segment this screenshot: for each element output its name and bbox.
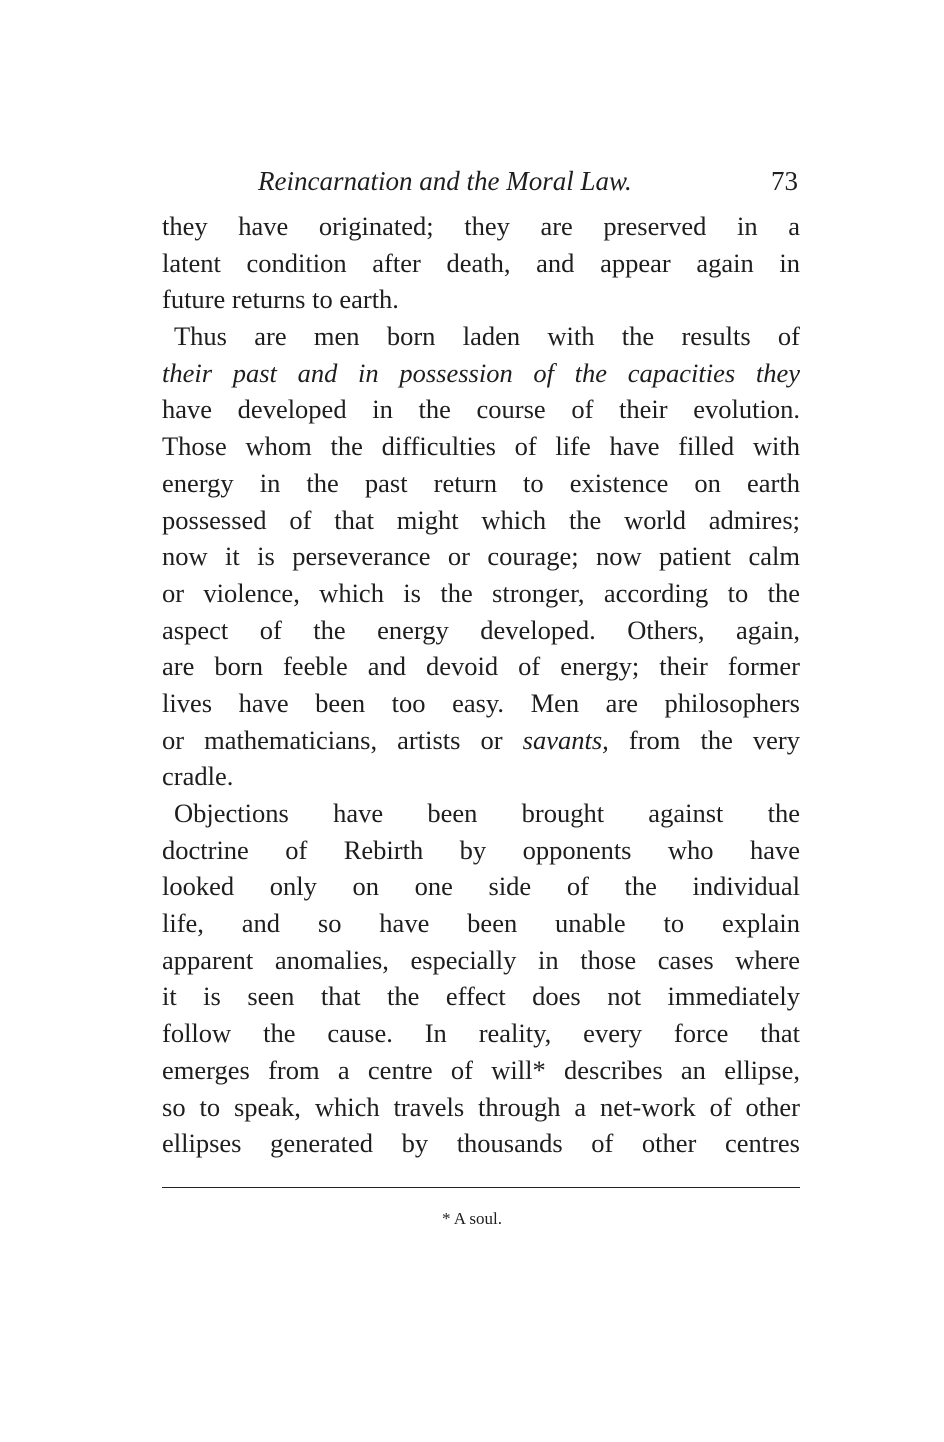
text-line: [162, 868, 800, 905]
text-span: it is seen that the effect does not immediately: [162, 981, 800, 1012]
footnote-divider: [162, 1187, 800, 1188]
text-span: or violence, which is the stronger, according to the: [162, 577, 800, 608]
text-span: energy in the past return to existence on earth: [162, 467, 800, 498]
running-header: [258, 166, 798, 202]
text-line: [162, 1015, 800, 1052]
text-span: emerges from a centre of will* describes an ellipse,: [162, 1054, 800, 1085]
text-span: looked only on one side of the individual: [162, 871, 800, 902]
text-span: cradle.: [162, 761, 234, 792]
text-span: apparent anomalies, especially in those cases where: [162, 944, 800, 975]
text-span: follow the cause. In reality, every force that: [162, 1018, 800, 1049]
text-span: latent condition after death, and appear again in: [162, 247, 800, 278]
text-line: [162, 1125, 800, 1162]
text-span: future returns to earth.: [162, 284, 399, 315]
text-line: [162, 795, 800, 832]
text-line: [162, 318, 800, 355]
text-line: [162, 502, 800, 539]
text-line: [162, 685, 800, 722]
footnote: * A soul.: [442, 1209, 502, 1228]
text-span: ellipses generated by thousands of other centres: [162, 1128, 800, 1159]
text-span: life, and so have been unable to explain: [162, 908, 800, 939]
text-line: [162, 538, 800, 575]
text-span: so to speak, which travels through a net-work of other: [162, 1091, 800, 1122]
text-line: [162, 428, 800, 465]
text-line: [162, 978, 800, 1015]
text-span: doctrine of Rebirth by opponents who have: [162, 834, 800, 865]
text-line: [162, 905, 800, 942]
text-span: now it is perseverance or courage; now patient calm: [162, 541, 800, 572]
text-line: [162, 612, 800, 649]
text-span: lives have been too easy. Men are philosophers: [162, 687, 800, 718]
text-line: [162, 575, 800, 612]
text-span: Objections have been brought against the: [174, 798, 800, 828]
text-line: [162, 832, 800, 869]
text-span: aspect of the energy developed. Others, again,: [162, 614, 800, 645]
text-line: [162, 1089, 800, 1126]
text-line: [162, 1052, 800, 1089]
italic-text: their past and in possession of the capacities they: [162, 357, 800, 388]
text-span: possessed of that might which the world admires;: [162, 504, 800, 535]
text-span: Those whom the difficulties of life have filled with: [162, 431, 800, 462]
text-line: [162, 208, 800, 245]
text-span: have developed in the course of their evolution.: [162, 394, 800, 425]
text-span: they have originated; they are preserved in a: [162, 211, 800, 241]
text-line: [162, 281, 800, 318]
italic-text: savants,: [522, 724, 609, 755]
body-text: [162, 208, 800, 1162]
text-line: [162, 391, 800, 428]
text-span: are born feeble and devoid of energy; their former: [162, 651, 800, 682]
text-span: from the very: [608, 724, 800, 755]
text-line: [162, 648, 800, 685]
text-line: [162, 245, 800, 282]
page-number: 73: [771, 166, 798, 196]
text-span: Thus are men born laden with the results of: [174, 321, 800, 352]
running-title: Reincarnation and the Moral Law.: [258, 166, 632, 196]
text-line: [162, 758, 800, 795]
text-line: [162, 465, 800, 502]
text-span: or mathematicians, artists or: [162, 724, 523, 755]
text-line: [162, 722, 800, 759]
text-line: [162, 942, 800, 979]
text-line: [162, 355, 800, 392]
